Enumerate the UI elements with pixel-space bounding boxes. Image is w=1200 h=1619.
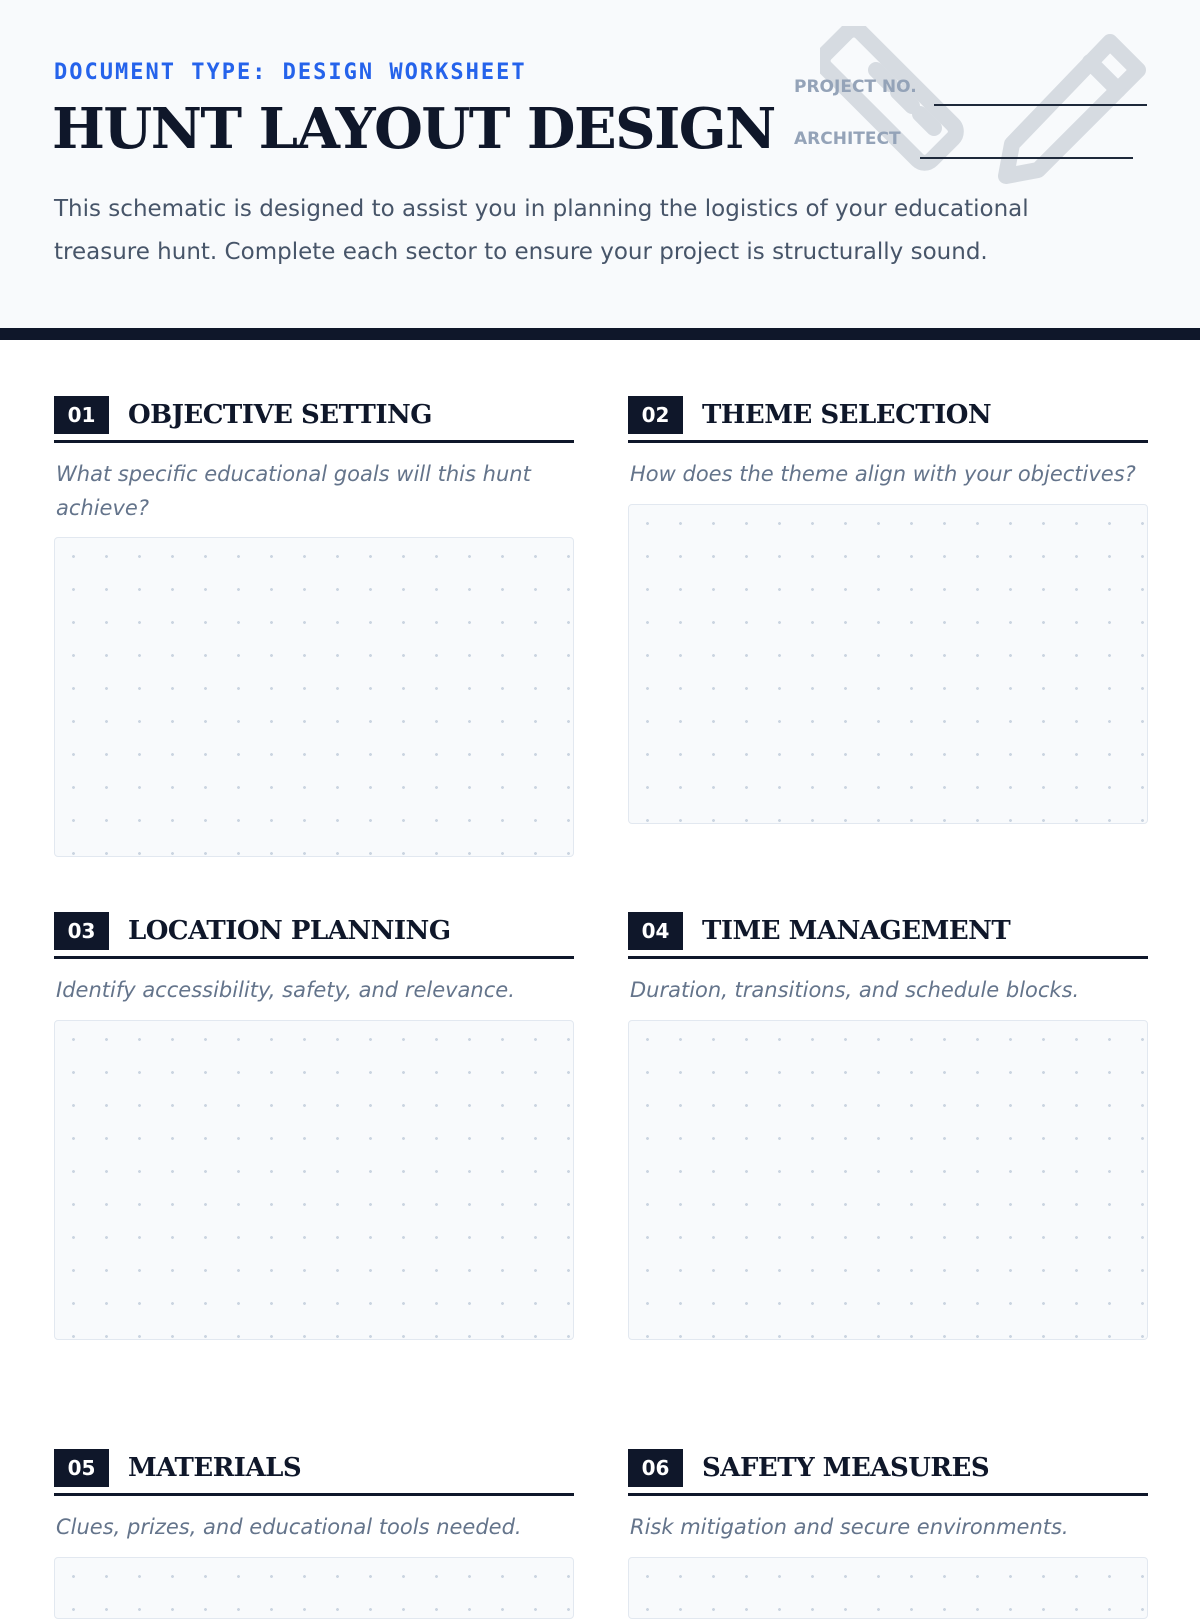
section-header [628,908,1148,959]
section-number-badge: 04 [628,912,683,950]
architect-field[interactable] [920,157,1133,159]
section-header [628,1445,1148,1496]
section-safety-measures [628,1445,1148,1544]
section-title: OBJECTIVE SETTING [128,400,432,430]
ruler-pencil-watermark [820,26,1180,186]
section-title: SAFETY MEASURES [702,1453,990,1483]
section-prompt: How does the theme align with your objectives? [630,462,1136,486]
architect-label: ARCHITECT [794,129,901,149]
section-prompt: What specific educational goals will this hunt achieve? [56,462,531,520]
worksheet-header [0,0,1200,340]
answer-area[interactable] [54,1557,574,1619]
answer-area[interactable] [54,1020,574,1340]
section-materials [54,1445,574,1544]
intro-text: This schematic is designed to assist you in planning the logistics of your educational treasure hunt. Complete each sector to ensure your project is structurally sound. [54,196,1029,265]
section-time-management [628,908,1148,1007]
section-location-planning [54,908,574,1007]
answer-area[interactable] [628,1557,1148,1619]
section-title: LOCATION PLANNING [128,916,451,946]
section-number-badge: 03 [54,912,109,950]
document-type-label: DOCUMENT TYPE: DESIGN WORKSHEET [54,60,527,85]
section-number-badge: 02 [628,396,683,434]
answer-area[interactable] [628,504,1148,824]
section-header [628,392,1148,443]
pencil-icon [1006,42,1138,176]
section-header [54,1445,574,1496]
section-prompt: Risk mitigation and secure environments. [630,1515,1069,1539]
section-number-badge: 06 [628,1449,683,1487]
section-title: TIME MANAGEMENT [702,916,1011,946]
section-header [54,908,574,959]
project-number-field[interactable] [934,104,1147,106]
section-prompt: Identify accessibility, safety, and relevance. [56,978,515,1002]
answer-area[interactable] [628,1020,1148,1340]
section-prompt: Duration, transitions, and schedule blocks. [630,978,1080,1002]
section-header [54,392,574,443]
page-title: HUNT LAYOUT DESIGN [52,96,775,162]
section-number-badge: 01 [54,396,109,434]
answer-area[interactable] [54,537,574,857]
section-number-badge: 05 [54,1449,109,1487]
section-prompt: Clues, prizes, and educational tools needed. [56,1515,522,1539]
section-title: THEME SELECTION [702,400,992,430]
project-number-label: PROJECT NO. [794,77,917,97]
section-title: MATERIALS [128,1453,302,1483]
section-theme-selection [628,392,1148,491]
section-objective-setting [54,392,574,525]
